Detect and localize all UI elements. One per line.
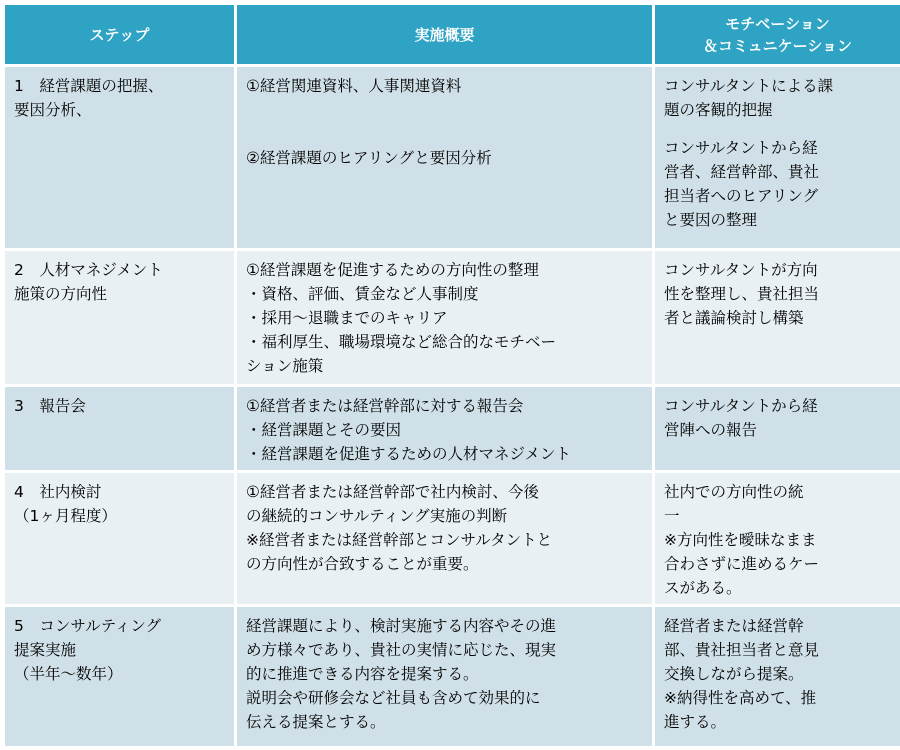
step-cell: [4, 606, 236, 748]
summary-line: 伝える提案とする。: [246, 713, 386, 731]
table-row: [4, 250, 900, 386]
motivation-line: 営陣への報告: [664, 421, 758, 439]
motivation-line: 一: [664, 507, 680, 525]
header-summary: 実施概要: [236, 4, 654, 66]
motivation-line: 合わさずに進めるケー: [664, 555, 820, 573]
motivation-line: コンサルタントから経: [664, 397, 818, 415]
summary-line: ②経営課題のヒアリングと要因分析: [246, 149, 492, 167]
motivation-cell: [654, 250, 900, 386]
summary-line: ・経営課題を促進するための人材マネジメント: [246, 445, 572, 463]
motivation-line: 進する。: [664, 713, 727, 731]
step-line: 4 社内検討: [14, 483, 102, 501]
table-row: [4, 472, 900, 606]
step-cell: [4, 472, 236, 606]
step-cell: [4, 66, 236, 250]
motivation-line: と要因の整理: [664, 211, 758, 229]
motivation-line: 者と議論検討し構築: [664, 309, 804, 327]
step-line: 2 人材マネジメント: [14, 261, 163, 279]
motivation-line: ※方向性を曖昧なまま: [664, 531, 817, 549]
motivation-line: コンサルタントが方向: [664, 261, 818, 279]
consulting-steps-table: [2, 2, 900, 749]
summary-line: ①経営者または経営幹部に対する報告会: [246, 397, 524, 415]
summary-line: 的に推進できる内容を提案する。: [246, 665, 479, 683]
summary-cell: [236, 606, 654, 748]
step-line: （1ヶ月程度）: [14, 507, 117, 525]
summary-line: の継続的コンサルティング実施の判断: [246, 507, 508, 525]
step-line: 5 コンサルティング: [14, 617, 162, 635]
summary-line: ・資格、評価、賃金など人事制度: [246, 285, 479, 303]
step-line: 要因分析、: [14, 101, 92, 119]
table-row: [4, 606, 900, 748]
step-line: 提案実施: [14, 641, 77, 659]
summary-line: 説明会や研修会など社員も含めて効果的に: [246, 689, 541, 707]
motivation-line: スがある。: [664, 579, 742, 597]
summary-line: ①経営者または経営幹部で社内検討、今後: [246, 483, 539, 501]
motivation-line: 性を整理し、貴社担当: [664, 285, 820, 303]
motivation-cell: [654, 606, 900, 748]
header-motivation: モチベーション ＆コミュニケーション: [654, 4, 900, 66]
step-cell: [4, 250, 236, 386]
summary-line: ・福利厚生、職場環境など総合的なモチベー: [246, 333, 557, 351]
summary-line: ①経営関連資料、人事関連資料: [246, 77, 462, 95]
motivation-line: 経営者または経営幹: [664, 617, 804, 635]
motivation-line: 営者、経営幹部、貴社: [664, 163, 820, 181]
summary-cell: [236, 472, 654, 606]
motivation-cell: [654, 66, 900, 250]
motivation-line: コンサルタントから経: [664, 139, 818, 157]
summary-line: ①経営課題を促進するための方向性の整理: [246, 261, 539, 279]
summary-cell: [236, 66, 654, 250]
motivation-line: 部、貴社担当者と意見: [664, 641, 820, 659]
table-row: [4, 66, 900, 250]
summary-cell: [236, 386, 654, 472]
step-cell: [4, 386, 236, 472]
summary-line: 経営課題により、検討実施する内容やその進: [246, 617, 557, 635]
motivation-line: 社内での方向性の統: [664, 483, 804, 501]
table-header-row: [4, 4, 900, 66]
summary-line: ・採用～退職までのキャリア: [246, 309, 448, 327]
motivation-line: コンサルタントによる課: [664, 77, 834, 95]
step-line: 3 報告会: [14, 397, 86, 415]
motivation-line: 担当者へのヒアリング: [664, 187, 819, 205]
step-line: （半年～数年）: [14, 665, 123, 683]
motivation-cell: [654, 386, 900, 472]
step-line: 1 経営課題の把握、: [14, 77, 164, 95]
motivation-line: 交換しながら提案。: [664, 665, 804, 683]
table-row: [4, 386, 900, 472]
summary-line: め方様々であり、貴社の実情に応じた、現実: [246, 641, 557, 659]
summary-line: の方向性が合致することが重要。: [246, 555, 479, 573]
motivation-cell: [654, 472, 900, 606]
step-line: 施策の方向性: [14, 285, 108, 303]
header-step: ステップ: [4, 4, 236, 66]
summary-cell: [236, 250, 654, 386]
summary-line: ション施策: [246, 357, 324, 375]
motivation-line: 題の客観的把握: [664, 101, 773, 119]
motivation-line: ※納得性を高めて、推: [664, 689, 817, 707]
summary-line: ※経営者または経営幹部とコンサルタントと: [246, 531, 553, 549]
summary-line: ・経営課題とその要因: [246, 421, 402, 439]
